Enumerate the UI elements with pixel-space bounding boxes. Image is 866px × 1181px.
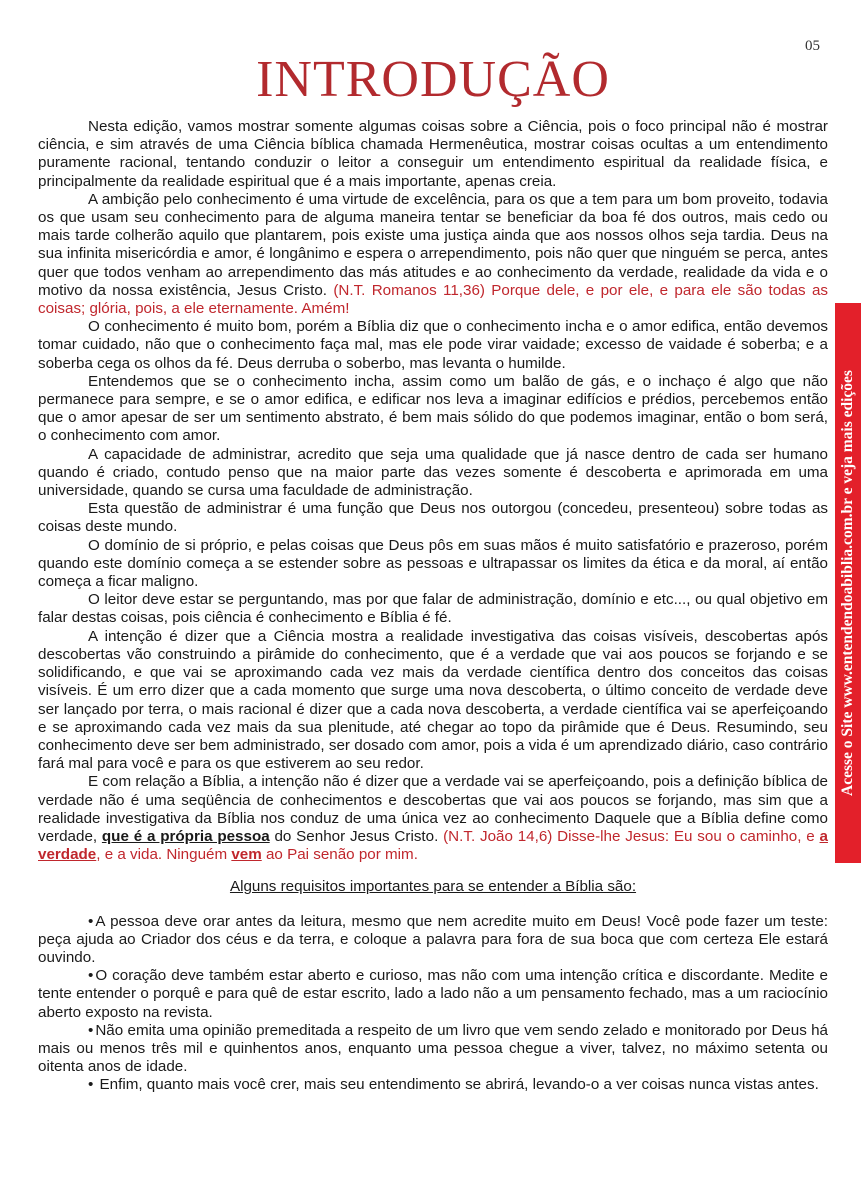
paragraph-10-text-b: do Senhor Jesus Cristo. bbox=[269, 827, 444, 845]
requirement-text: Enfim, quanto mais você crer, mais seu entendimento se abrirá, levando-o a ver coisas nunca vistas antes. bbox=[95, 1076, 819, 1094]
joao-ref-text-a: (N.T. João 14,6) Disse-lhe Jesus: Eu sou o caminho, e bbox=[443, 827, 820, 845]
emphasis-vem: vem bbox=[231, 846, 262, 864]
emphasis-propria-pessoa: que é a própria pessoa bbox=[101, 827, 270, 845]
paragraph-10 bbox=[38, 773, 828, 864]
bullet-icon: • bbox=[88, 1076, 94, 1094]
page-number: 05 bbox=[805, 38, 820, 54]
article-body bbox=[38, 118, 828, 1095]
requirement-text: Não emita uma opinião premeditada a respeito de um livro que vem sendo zelado e monitorado por Deus há mais ou menos três mil e quinhentos anos, enquanto uma pessoa chegue a viver, talvez, no máximo setenta ou oitenta anos de idade. bbox=[38, 1021, 828, 1076]
joao-ref-text-b: , e a vida. Ninguém bbox=[96, 846, 232, 864]
paragraph-7: O domínio de si próprio, e pelas coisas que Deus pôs em suas mãos é muito satisfatório e prazeroso, porém quando este domínio começa a se estender sobre as pessoas e ultrapassar os limites da ética e da moral, aí então começa a ficar maligno. bbox=[38, 536, 828, 591]
bullet-icon: • bbox=[88, 912, 94, 930]
paragraph-5: A capacidade de administrar, acredito que seja uma qualidade que já nasce dentro de cada ser humano quando é criado, contudo penso que na maior parte das vezes somente é descoberta e aprimorada em uma universidade, quando se cursa uma faculdade de administração. bbox=[38, 445, 828, 500]
requirement-item-4 bbox=[38, 1076, 828, 1094]
paragraph-8: O leitor deve estar se perguntando, mas por que falar de administração, domínio e etc..., ou qual objetivo em falar destas coisas, pois ciência é conhecimento e Bíblia é fé. bbox=[38, 591, 828, 627]
paragraph-9: A intenção é dizer que a Ciência mostra a realidade investigativa das coisas visíveis, descobertas após descobertas vão construindo a pirâmide do conhecimento, que é a verdade que vai aos poucos se forjando e se solidificando, e que vai se aproximando cada vez mais da verdade científica dentro dos conceitos das coisas visíveis. É um erro dizer que a cada momento que surge uma nova descoberta, o último conceito de verdade deve ser lançado por terra, o mais racional é dizer que a cada nova descoberta, a verdade científica vai se aperfeiçoando e se aproximando cada vez mais da sua plenitude, até chegar ao topo da pirâmide que é Deus. Resumindo, seu conhecimento deve ser bem administrado, ser dosado com amor, pois a vida é um aprendizado diário, caso contrário fará mal para você e para os que estiverem ao seu redor. bbox=[38, 627, 828, 773]
website-sidebar-text: Acesse o Site www.entendendoabiblia.com.br e veja mais edições bbox=[839, 370, 856, 796]
bullet-icon: • bbox=[88, 967, 94, 985]
paragraph-4: Entendemos que se o conhecimento incha, assim como um balão de gás, e o inchaço é algo que não permanece para sempre, e se o amor edifica, e edificar nos leva a imaginar edifícios e prédios, percebemos então que o amor apesar de ser um sentimento abstrato, é bem mais sólido do que podemos imaginar, então o bom será, o conhecimento com amor. bbox=[38, 372, 828, 445]
requirement-item-2 bbox=[38, 967, 828, 1022]
requirement-text: O coração deve também estar aberto e curioso, mas não com uma intenção crítica e discordante. Medite e tente entender o porquê e para quê de estar escrito, lado a lado não a um pensamento fechado, mas a um raciocínio aberto exposto na revista. bbox=[38, 967, 828, 1021]
paragraph-2-text: A ambição pelo conhecimento é uma virtude de excelência, para os que a tem para um bom proveito, todavia os que usam seu conhecimento para de alguma maneira tentar se beneficiar da boa fé dos outros, mais cedo ou mais tarde colherão aquilo que plantarem, pois existe uma justiça ainda que aos nossos olhos seja tardia. Deus na sua infinita misericórdia e amor, é longânimo e espera o arrependimento, pois não quer que ninguém se perca, antes quer que todos venham ao arrependimento das más atitudes e ao conhecimento da verdade, realidade da vida e o motivo da nossa existência, Jesus Cristo. bbox=[38, 190, 828, 299]
bullet-icon: • bbox=[88, 1021, 94, 1039]
joao-ref-text-c: ao Pai senão por mim. bbox=[261, 846, 418, 864]
paragraph-6: Esta questão de administrar é uma função que Deus nos outorgou (concedeu, presenteou) sobre todas as coisas deste mundo. bbox=[38, 500, 828, 536]
paragraph-10-text-a: E com relação a Bíblia, a intenção não é dizer que a verdade vai se aperfeiçoando, pois a definição bíblica de verdade não é uma seqüência de conhecimentos e descobertas que vai aos poucos se forjando, mas sim que a realidade investigativa da Bíblia nos conduz de uma única vez ao conhecimento Daquele que a Bíblia define como verdade, bbox=[38, 773, 828, 845]
paragraph-3: O conhecimento é muito bom, porém a Bíblia diz que o conhecimento incha e o amor edifica, então devemos tomar cuidado, não que o conhecimento faça mal, mas ele pode virar vaidade; excesso de vaidade é soberba; e a soberba cega os olhos da fé. Deus derruba o soberbo, mas levanta o humilde. bbox=[38, 318, 828, 372]
requirements-heading: Alguns requisitos importantes para se entender a Bíblia são: bbox=[229, 878, 637, 896]
requirement-item-3 bbox=[38, 1022, 828, 1077]
bible-reference-romanos: (N.T. Romanos 11,36) Porque dele, e por ele, e para ele são todas as coisas; glória, pois, a ele eternamente. Amém! bbox=[38, 281, 828, 318]
requirement-text: A pessoa deve orar antes da leitura, mesmo que nem acredite muito em Deus! Você pode fazer um teste: peça ajuda ao Criador dos céus e da terra, e coloque a palavra para fora de sua boca que com certeza Ele estará ouvindo. bbox=[38, 912, 828, 966]
paragraph-2 bbox=[38, 191, 828, 318]
page-title: INTRODUÇÃO bbox=[256, 51, 610, 108]
website-sidebar-banner bbox=[835, 303, 861, 863]
paragraph-1: Nesta edição, vamos mostrar somente algumas coisas sobre a Ciência, pois o foco principal não é mostrar ciência, e sim através de uma Ciência bíblica chamada Hermenêutica, mostrar coisas ocultas a um entendimento puramente racional, tentando conduzir o leitor a conseguir um entendimento espiritual da realidade física, e principalmente da realidade espiritual que é a mais importante, apenas creia. bbox=[38, 118, 828, 190]
emphasis-a-verdade: a verdade bbox=[38, 827, 828, 864]
requirement-item-1 bbox=[38, 913, 828, 968]
